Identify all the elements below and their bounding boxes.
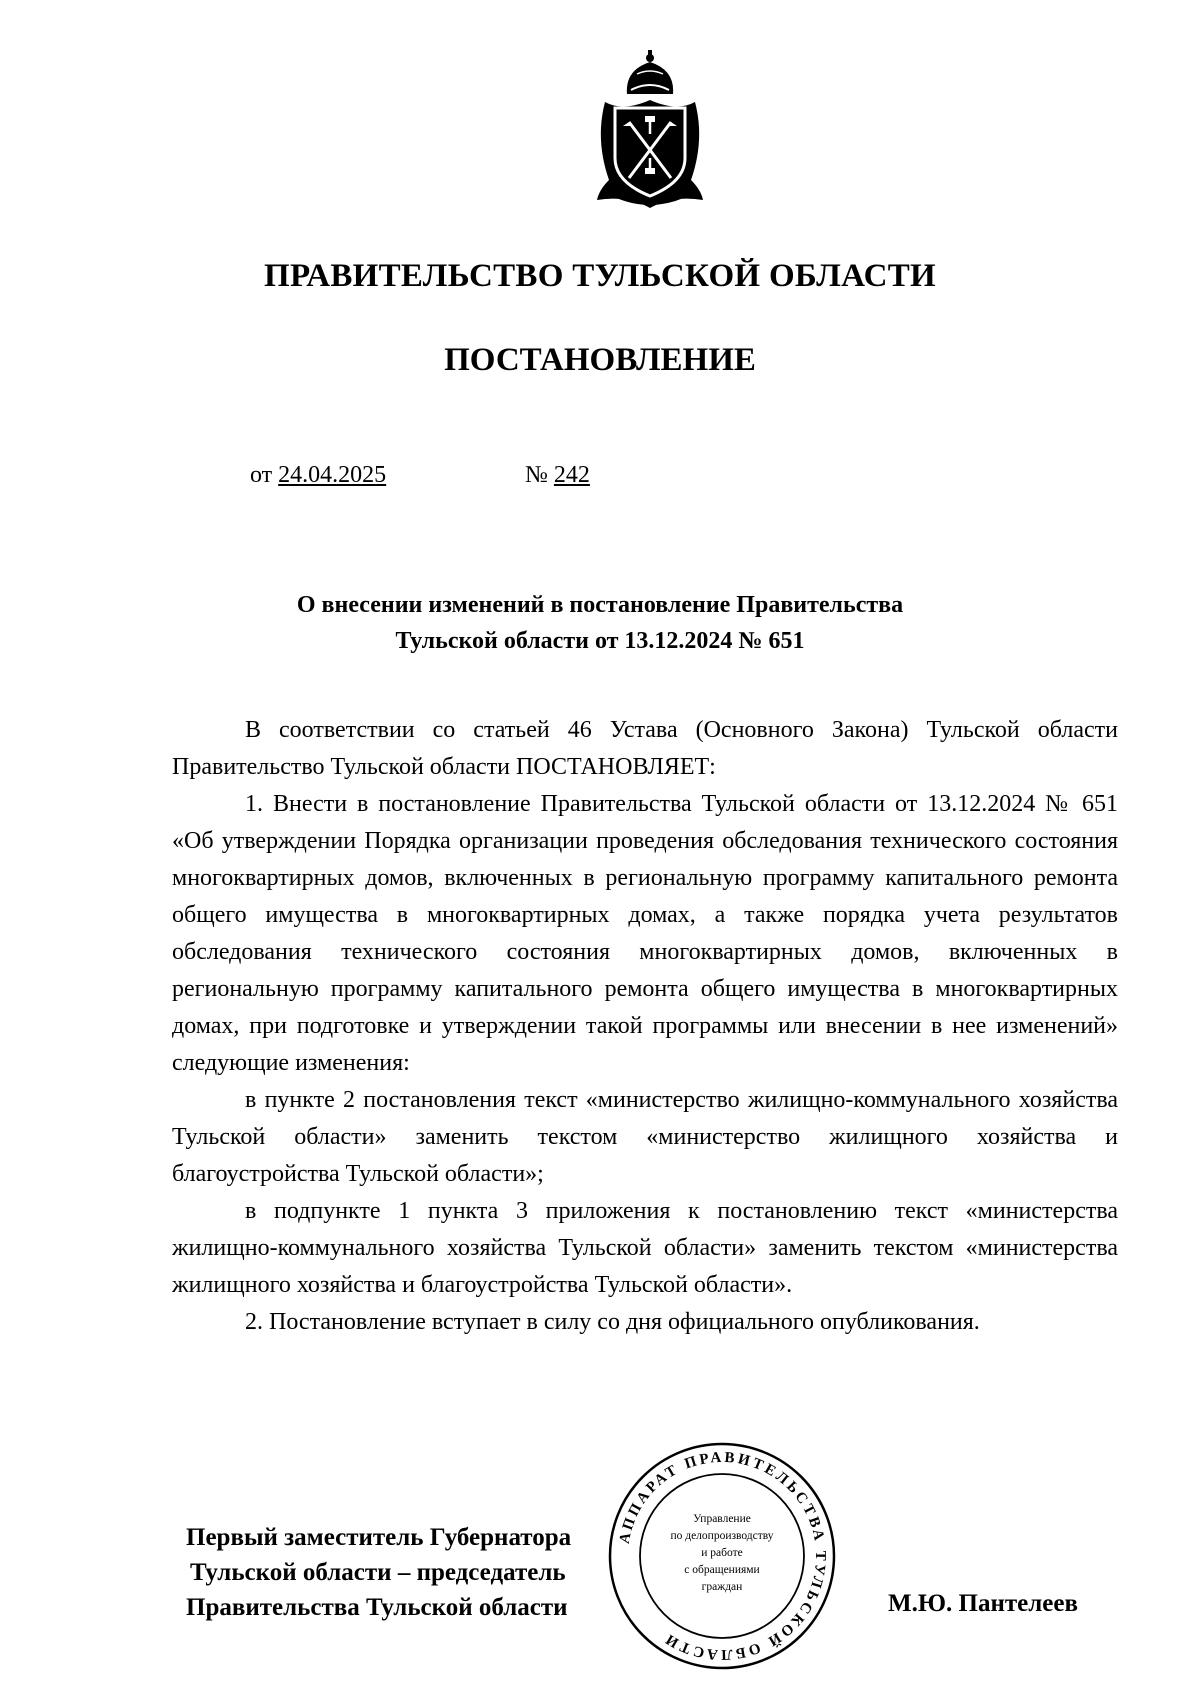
document-type-title: ПОСТАНОВЛЕНИЕ: [444, 342, 756, 378]
document-date: 24.04.2025: [278, 462, 387, 488]
signatory-position: [186, 1520, 571, 1625]
paragraph-item-1: 1. Внести в постановление Правительства Тульской области от 13.12.2024 № 651 «Об утверждении Порядка организации проведения обследования технического состояния многоквартирных домов, включенных в региональную программу капитального ремонта общего имущества в многоквартирных домах, а также порядка учета результатов обследования технического состояния многоквартирных домов, включенных в региональную программу капитального ремонта общего имущества в многоквартирных домах, при подготовке и утверждении такой программы или внесении в нее изменений» следующие изменения:: [172, 791, 1118, 1076]
document-dateline: [250, 462, 590, 489]
paragraph-item-2: 2. Постановление вступает в силу со дня официального опубликования.: [245, 1309, 980, 1335]
document-number: 242: [553, 462, 590, 488]
document-number-block: [525, 462, 590, 489]
svg-text:АППАРАТ ПРАВИТЕЛЬСТВА ТУЛЬСКОЙ: АППАРАТ ПРАВИТЕЛЬСТВА ТУЛЬСКОЙ ОБЛАСТИ: [616, 1449, 829, 1663]
paragraph-preamble: В соответствии со статьей 46 Устава (Основного Закона) Тульской области Правительство Тульской области ПОСТАНОВЛЯЕТ:: [172, 717, 1118, 780]
signatory-position-line-2: Тульской области – председатель: [190, 1559, 566, 1586]
date-prefix: от: [250, 462, 273, 488]
paragraph-change-2: в подпункте 1 пункта 3 приложения к постановлению текст «министерства жилищно-коммунального хозяйства Тульской области» заменить текстом «министерства жилищного хозяйства и благоустройства Тульской области».: [172, 1198, 1118, 1298]
paragraph-change-1: в пункте 2 постановления текст «министерство жилищно-коммунального хозяйства Тульской области» заменить текстом «министерство жилищного хозяйства и благоустройства Тульской области»;: [172, 1087, 1118, 1187]
svg-text:и работе: и работе: [701, 1547, 743, 1559]
signatory-position-line-1: Первый заместитель Губернатора: [186, 1524, 572, 1551]
subject-line-2: Тульской области от 13.12.2024 № 651: [395, 628, 805, 654]
svg-text:по делопроизводству: по делопроизводству: [670, 1530, 774, 1542]
subject-line-1: О внесении изменений в постановление Правительства: [296, 592, 904, 618]
svg-text:Управление: Управление: [693, 1513, 751, 1525]
organization-title: ПРАВИТЕЛЬСТВО ТУЛЬСКОЙ ОБЛАСТИ: [264, 258, 936, 294]
signatory-name: М.Ю. Пантелеев: [888, 1590, 1078, 1617]
svg-text:с обращениями: с обращениями: [684, 1564, 760, 1576]
tula-coat-of-arms-icon: [587, 50, 713, 210]
signatory-position-line-3: Правительства Тульской области: [186, 1594, 568, 1621]
document-subject: [0, 587, 1200, 659]
document-body: [172, 712, 1118, 1341]
round-seal-stamp-icon: [606, 1440, 838, 1672]
svg-text:граждан: граждан: [701, 1581, 743, 1593]
number-prefix: №: [525, 462, 548, 488]
